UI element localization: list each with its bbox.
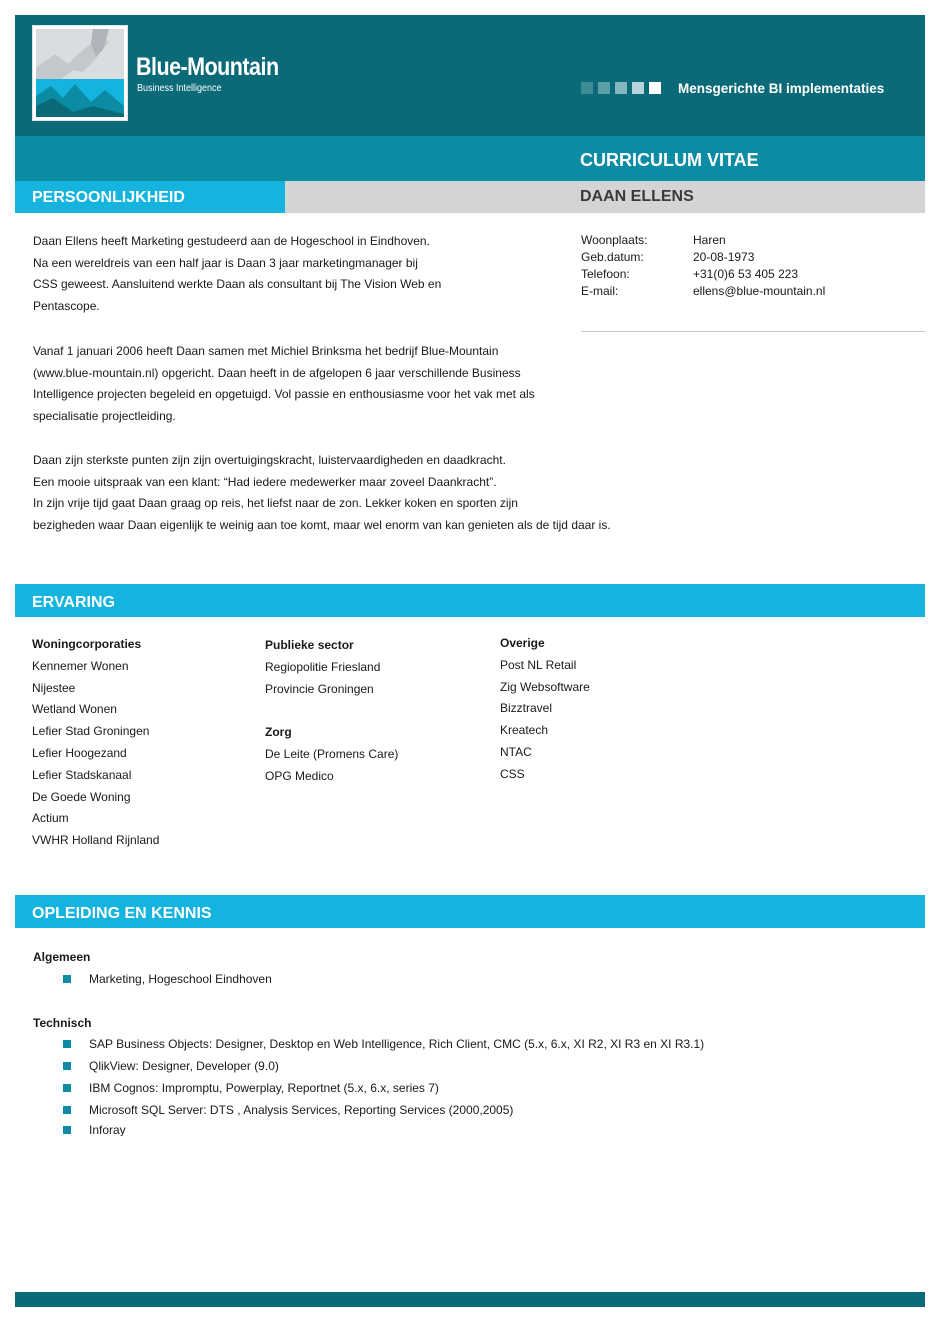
cv-title: CURRICULUM VITAE [580, 150, 759, 170]
decorative-squares [581, 82, 661, 94]
divider [581, 331, 925, 332]
technical-heading: Technisch [33, 1016, 92, 1030]
square-bullet-icon [63, 1040, 71, 1048]
column-heading: Publieke sector [265, 638, 354, 652]
bio-line: (www.blue-mountain.nl) opgericht. Daan heeft in de afgelopen 6 jaar verschillende Business [33, 365, 521, 380]
bio-line: Pentascope. [33, 299, 100, 314]
experience-title: ERVARING [32, 594, 115, 611]
bio-line: bezigheden waar Daan eigenlijk te weinig aan toe komt, maar wel enorm van kan genieten als de tijd daar is. [33, 518, 611, 533]
list-item [63, 1081, 439, 1095]
experience-column-other [500, 633, 590, 786]
bio-line: Daan Ellens heeft Marketing gestudeerd aan de Hogeschool in Eindhoven. [33, 234, 430, 248]
list-item-text: Inforay [89, 1124, 126, 1136]
square-icon [632, 82, 644, 94]
list-item [63, 1124, 126, 1136]
list-item [63, 1103, 513, 1117]
square-icon [598, 82, 610, 94]
list-item: Lefier Stadskanaal [32, 767, 132, 782]
list-item: Nijestee [32, 680, 76, 695]
list-item: CSS [500, 766, 525, 781]
bio-line: specialisatie projectleiding. [33, 409, 176, 424]
brand-name: Blue-Mountain [136, 53, 279, 81]
detail-value-email[interactable]: ellens@blue-mountain.nl [693, 284, 826, 298]
list-item: OPG Medico [265, 768, 334, 783]
list-item: Regiopolitie Friesland [265, 659, 381, 674]
detail-value-phone: +31(0)6 53 405 223 [693, 267, 799, 281]
detail-value-residence: Haren [693, 233, 726, 247]
square-bullet-icon [63, 1084, 71, 1092]
square-bullet-icon [63, 975, 71, 983]
list-item: Lefier Hoogezand [32, 745, 127, 760]
list-item [63, 1059, 279, 1073]
list-item-text: IBM Cognos: Impromptu, Powerplay, Reportnet (5.x, 6.x, series 7) [89, 1081, 439, 1095]
experience-band [15, 584, 925, 617]
list-item: De Leite (Promens Care) [265, 746, 399, 761]
footer-band [15, 1292, 925, 1307]
detail-value-birthdate: 20-08-1973 [693, 250, 755, 264]
bio-line: In zijn vrije tijd gaat Daan graag op reis, het liefst naar de zon. Lekker koken en sporten zijn [33, 496, 518, 511]
list-item: NTAC [500, 744, 532, 759]
cv-title-band [15, 136, 925, 181]
square-icon [615, 82, 627, 94]
bio-line: Na een wereldreis van een half jaar is Daan 3 jaar marketingmanager bij [33, 255, 418, 270]
person-name: DAAN ELLENS [580, 188, 694, 205]
square-icon [649, 82, 661, 94]
column-heading: Woningcorporaties [32, 637, 142, 651]
detail-label: Telefoon: [581, 267, 630, 281]
list-item: Lefier Stad Groningen [32, 724, 150, 739]
list-item: Post NL Retail [500, 657, 577, 672]
bio-line: Intelligence projecten begeleid en opgetuigd. Vol passie en enthousiasme voor het vak met als [33, 387, 535, 402]
mountain-logo-icon [33, 26, 127, 120]
bio-line: Vanaf 1 januari 2006 heeft Daan samen met Michiel Brinksma het bedrijf Blue-Mountain [33, 344, 499, 358]
square-bullet-icon [63, 1062, 71, 1070]
bio-line: CSS geweest. Aansluitend werkte Daan als consultant bij The Vision Web en [33, 277, 442, 292]
spacer [265, 700, 398, 722]
list-item-text: Microsoft SQL Server: DTS , Analysis Services, Reporting Services (2000,2005) [89, 1103, 514, 1117]
column-heading: Overige [500, 636, 545, 650]
bio-paragraph-1 [33, 231, 673, 318]
list-item: VWHR Holland Rijnland [32, 833, 160, 848]
list-item-text: QlikView: Designer, Developer (9.0) [89, 1059, 279, 1073]
tagline: Mensgerichte BI implementaties [678, 81, 885, 96]
list-item: De Goede Woning [32, 789, 131, 804]
column-heading: Zorg [265, 725, 292, 740]
bio-line: Daan zijn sterkste punten zijn zijn overtuigingskracht, luistervaardigheden en daadkracht. [33, 453, 506, 467]
bio-line: Een mooie uitspraak van een klant: “Had iedere medewerker maar zoveel Daankracht”. [33, 474, 497, 489]
experience-column-public [265, 635, 398, 788]
list-item-text: SAP Business Objects: Designer, Desktop en Web Intelligence, Rich Client, CMC (5.x, 6.x, XI R2, XI R3 en XI R3.1) [89, 1037, 705, 1051]
general-heading: Algemeen [33, 950, 91, 964]
square-bullet-icon [63, 1126, 71, 1134]
list-item [63, 972, 272, 986]
experience-column-housing [32, 634, 159, 852]
logo [32, 25, 128, 121]
detail-label: Woonplaats: [581, 233, 648, 247]
list-item: Wetland Wonen [32, 702, 117, 717]
brand-subtitle: Business Intelligence [137, 83, 222, 94]
list-item [63, 1037, 704, 1051]
bio-paragraph-3 [33, 450, 673, 537]
personality-title: PERSOONLIJKHEID [32, 189, 185, 206]
list-item: Provincie Groningen [265, 681, 374, 696]
square-icon [581, 82, 593, 94]
detail-label: E-mail: [581, 284, 619, 298]
list-item: Actium [32, 811, 69, 826]
list-item: Zig Websoftware [500, 679, 590, 694]
square-bullet-icon [63, 1106, 71, 1114]
bio-paragraph-2 [33, 341, 673, 428]
list-item-text: Marketing, Hogeschool Eindhoven [89, 972, 272, 986]
list-item: Bizztravel [500, 701, 553, 716]
detail-label: Geb.datum: [581, 250, 644, 264]
list-item: Kreatech [500, 723, 549, 738]
education-title: OPLEIDING EN KENNIS [32, 905, 212, 922]
list-item: Kennemer Wonen [32, 658, 129, 673]
